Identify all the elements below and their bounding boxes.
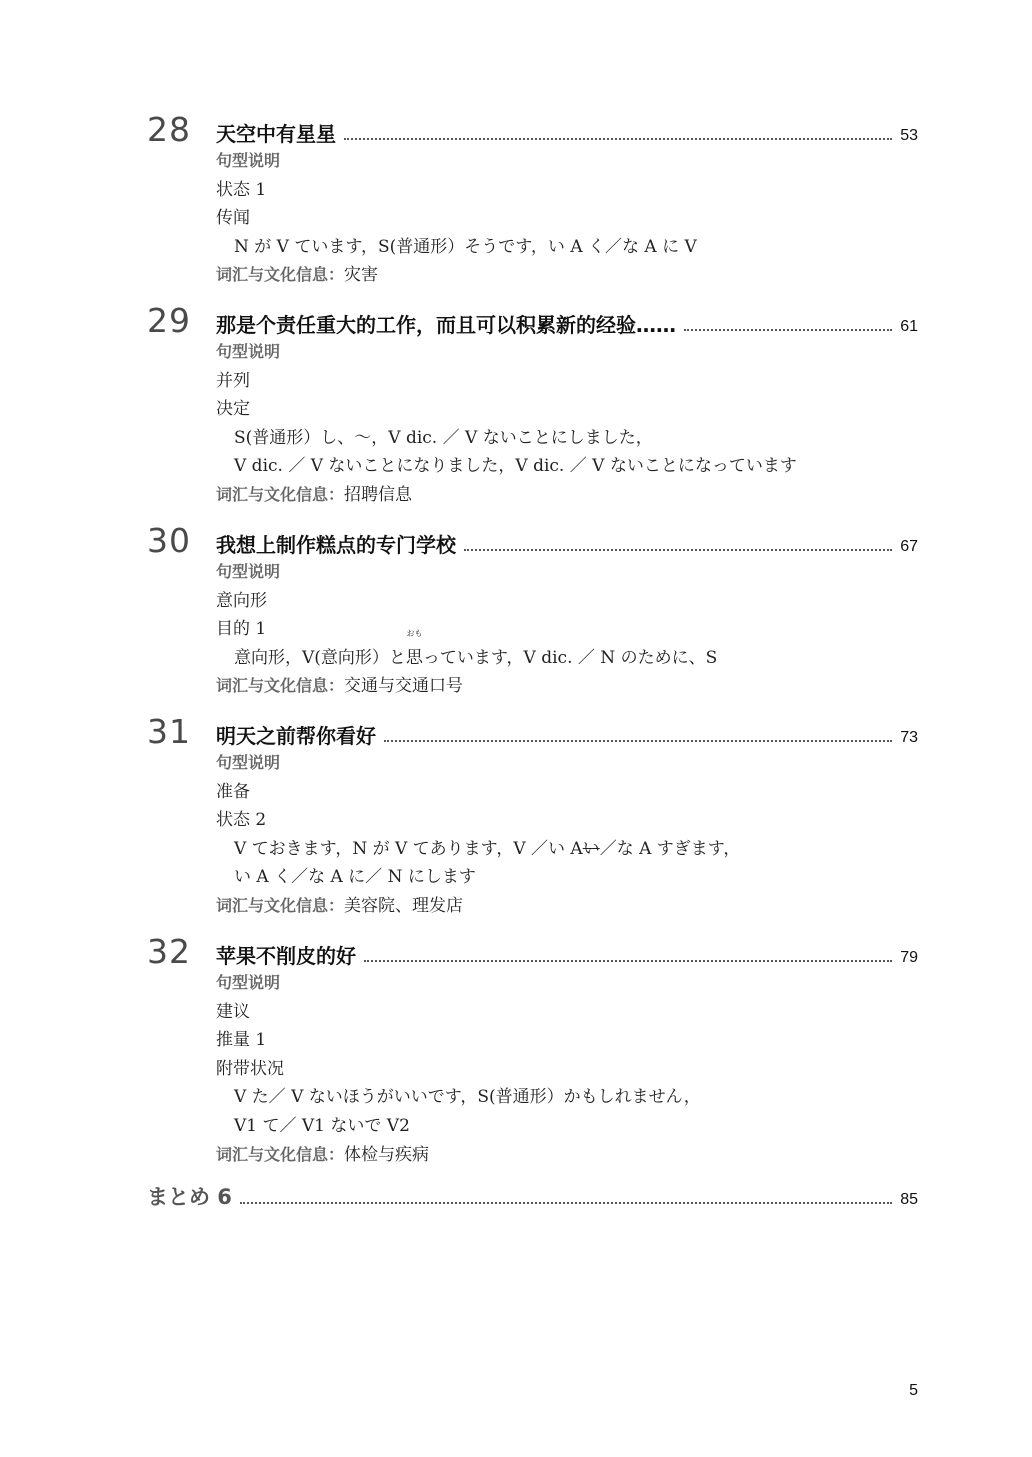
grammar-item: 推量 1	[216, 1030, 267, 1051]
toc-summary-entry[interactable]	[147, 1183, 918, 1211]
section-label: 句型说明	[216, 342, 281, 361]
grammar-item: 状态 2	[216, 810, 267, 831]
page-reference[interactable]: 73	[900, 729, 918, 746]
section-label: 句型说明	[216, 753, 281, 772]
grammar-item: 附带状况	[216, 1058, 284, 1079]
lesson-contents	[216, 147, 697, 290]
vocab-line	[216, 481, 797, 510]
page-reference[interactable]: 85	[900, 1191, 918, 1208]
lesson-contents	[216, 969, 701, 1169]
summary-title[interactable]: まとめ 6	[147, 1185, 232, 1209]
kanji: 思	[405, 647, 423, 668]
pattern-text: ／な A すぎます，	[599, 838, 741, 859]
page-number: 5	[909, 1382, 918, 1399]
vocab-line	[216, 1141, 701, 1170]
grammar-item: 传闻	[216, 208, 250, 229]
section-label: 句型说明	[216, 151, 281, 170]
lesson-contents	[216, 558, 717, 701]
page-reference[interactable]: 67	[900, 538, 918, 555]
pattern-text: 意向形，V(意向形）と	[234, 647, 406, 668]
grammar-item: 决定	[216, 399, 250, 420]
toc-entry[interactable]	[216, 721, 918, 749]
lesson-number: 30	[147, 521, 191, 560]
vocab-value: 灾害	[344, 265, 379, 286]
vocab-value: 招聘信息	[344, 484, 413, 505]
pattern-line: S(普通形）し、～，V dic. ／ V ないことにしました，	[234, 427, 653, 448]
grammar-item: 建议	[216, 1001, 250, 1022]
page-reference[interactable]: 61	[900, 318, 918, 335]
dot-leader	[344, 138, 892, 140]
vocab-label: 词汇与文化信息：	[216, 1144, 345, 1164]
toc-entry[interactable]	[216, 310, 918, 338]
grammar-item: 准备	[216, 781, 250, 802]
pattern-line	[216, 835, 740, 864]
grammar-item: 目的 1	[216, 619, 267, 640]
dot-leader	[684, 329, 892, 331]
dot-leader	[364, 960, 892, 962]
pattern-line: V た／ V ないほうがいいです，S(普通形）かもしれません，	[234, 1087, 701, 1108]
grammar-item: 状态 1	[216, 179, 267, 200]
toc-entry[interactable]	[216, 530, 918, 558]
vocab-line	[216, 892, 740, 921]
toc-entry[interactable]	[216, 119, 918, 147]
ruby-word	[405, 628, 423, 673]
lesson-number: 31	[147, 712, 191, 751]
vocab-value: 美容院、理发店	[344, 895, 464, 916]
lesson-title[interactable]: 明天之前帮你看好	[216, 724, 376, 748]
lesson-contents	[216, 338, 797, 510]
struck-text: い	[582, 838, 600, 859]
pattern-line: V1 て／ V1 ないで V2	[234, 1115, 410, 1136]
dot-leader	[240, 1202, 892, 1204]
vocab-label: 词汇与文化信息：	[216, 895, 345, 915]
grammar-item: 并列	[216, 370, 250, 391]
dot-leader	[384, 740, 892, 742]
lesson-title[interactable]: 那是个责任重大的工作，而且可以积累新的经验……	[216, 313, 676, 337]
lesson-number: 32	[147, 932, 191, 971]
page-reference[interactable]: 79	[900, 949, 918, 966]
lesson-number: 29	[147, 301, 191, 340]
section-label: 句型说明	[216, 973, 281, 992]
pattern-line: V dic. ／ V ないことになりました，V dic. ／ V ないことになっています	[234, 456, 797, 477]
lesson-title[interactable]: 天空中有星星	[216, 122, 336, 146]
section-label: 句型说明	[216, 562, 281, 581]
vocab-label: 词汇与文化信息：	[216, 676, 345, 696]
toc-entry[interactable]	[216, 941, 918, 969]
pattern-text: V ておきます，N が V てあります，V ／い A	[234, 838, 583, 859]
lesson-number: 28	[147, 110, 191, 149]
lesson-contents	[216, 749, 740, 921]
page-reference[interactable]: 53	[900, 127, 918, 144]
vocab-line	[216, 261, 697, 290]
lesson-title[interactable]: 我想上制作糕点的专门学校	[216, 533, 456, 557]
vocab-label: 词汇与文化信息：	[216, 484, 345, 504]
pattern-line: N が V ています，S(普通形）そうです，い A く／な A に V	[234, 236, 697, 257]
lesson-title[interactable]: 苹果不削皮的好	[216, 944, 356, 968]
vocab-label: 词汇与文化信息：	[216, 265, 345, 285]
dot-leader	[464, 549, 892, 551]
furigana: おも	[406, 628, 423, 638]
pattern-text: っています，V dic. ／ N のために、S	[422, 647, 718, 668]
grammar-item: 意向形	[216, 590, 267, 611]
vocab-value: 交通与交通口号	[344, 676, 464, 697]
vocab-line	[216, 672, 717, 701]
vocab-value: 体检与疾病	[344, 1144, 430, 1165]
pattern-line: い A く／な A に／ N にします	[234, 867, 476, 888]
